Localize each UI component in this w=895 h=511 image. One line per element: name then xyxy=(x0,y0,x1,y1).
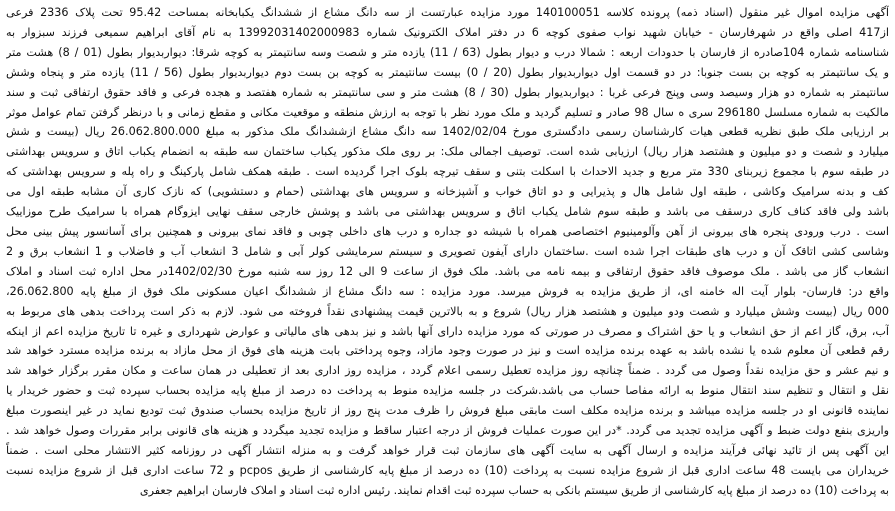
notice-line: خریداران می بایست 48 ساعت اداری قبل از شروع مزایده نسبت به پرداخت (10) ده درصد از مبلغ پایه کارشناسی از طریق pcpos و 72 ساعت اداری قبل از شروع مزایده نسبت xyxy=(6,463,889,477)
notice-line: انشعاب گاز می باشد . ملک موصوف فاقد حقوق ارتفاقی و بیمه نامه می باشد. ملک فوق از ساعت 9 الی 12 روز سه شنبه مورخ 1402/02/30در محل اداره ثبت اسناد و املاک xyxy=(6,264,889,278)
notice-line: شناسنامه شماره 104صادره از فارسان با حدودات اربعه : شمالا درب و دیوار بطول (63 / 11) یازده متر و شصت وسه سانتیمتر به کوچه شرقا: دیواربدیوار بطول (01 / 8) هشت متر xyxy=(6,45,889,59)
notice-line: و یک سانتیمتر به کوچه بن بست جنوبا: در دو قسمت اول دیواربدیوار بطول (20 / 0) بیست سانتیمتر به کوچه بن بست دوم دیواربدیوار بطول (56 / 11) یازده متر و پنجاه وشش xyxy=(6,65,889,79)
notice-line: آب، برق، گاز اعم از حق انشعاب و یا حق اشتراک و مصرف در صورتی که مورد مزایده دارای آنها باشد و نیز بدهی های مالیاتی و عوارض شهرداری و غیره تا تاریخ مزایده اعم از اینکه xyxy=(6,324,889,338)
notice-line: میلیارد و شصت و دو میلیون و هشتصد هزار ریال) ارزیابی شده است. توصیف اجمالی ملک: بر روی ملک مذکور یکباب ساختمان سه طبقه به انضمام یکباب اتاق و سرویس بهداشتی xyxy=(6,145,889,159)
notice-line: است . درب ورودی پنجره های بیرونی از آهن وآلومینیوم اختصاصی همراه با شیشه دو جداره و درب های داخلی چوبی و فاقد نمای بیرونی و همچنین برای آسانسور پیش بینی محل xyxy=(6,224,889,238)
notice-line: واریزی بنفع دولت ضبط و آگهی مزایده تجدید می گردد. *در این صورت عملیات فروش از درجه اعتبار ساقط و مزایده تجدید میگردد و هزینه های قانونی برابر مقررات وصول خواهد شد . xyxy=(6,424,889,438)
notice-line: این آگهی پس از تائید نهائی فرآیند مزایده و ارسال آگهی به سایت آگهی های سازمان ثبت قرار خواهد گرفت و به منزله انتشار آگهی در روزنامه کثیر الانتشار محلی است . ضمناً xyxy=(6,443,889,457)
notice-line: نماینده قانونی او در جلسه مزایده میباشد و برنده مزایده مکلف است مابقی مبلغ فروش را ظرف مدت پنج روز از تاریخ مزایده بحساب صندوق ثبت تودیع نماید در غیر اینصورت مبلغ xyxy=(6,404,889,418)
notice-line: از417 اصلی واقع در شهرفارسان - خیابان شهید نواب صفوی کوچه 6 در دفتر املاک الکترونیک شماره 13992031402000983 به نام آقای ابراهیم سمیعی فرزند سبزوار به xyxy=(6,25,889,39)
notice-line: بر ارزیابی ملک طبق نظریه قطعی هیات کارشناسان رسمی دادگستری مورخ 1402/02/04 سه دانگ مشاع ازششدانگ ملک مذکور به مبلغ 26.062.800.000 ریال (بیست و شش xyxy=(6,125,889,139)
notice-line: وشاسی کشی اتاقک آن و درب های طبقات اجرا شده است .ساختمان دارای آیفون تصویری و سیستم سرمایشی کولر آبی و شامل 3 انشعاب آب و فاضلاب و 1 انشعاب برق و 2 xyxy=(6,244,889,258)
notice-line: به پرداخت (10) ده درصد از مبلغ پایه کارشناسی از طریق سیستم بانکی به حساب سپرده ثبت اقدام نمایند. رئیس اداره ثبت اسناد و املاک فارسان ابراهیم جعفری xyxy=(139,483,889,497)
notice-line: باشد ولی فاقد کناف کاری درسقف می باشد و طبقه سوم شامل یکباب اتاق و سرویس بهداشتی می باشد و پوشش خارجی سقف نهایی ایزوگام همراه با سرامیک طرح موزاییک xyxy=(6,205,889,219)
notice-line: و نیم عشر و حق مزایده نقداً وصول می گردد . ضمناً چنانچه روز مزایده تعطیل رسمی اعلام گردد ، مزایده روز اداری بعد از تعطیلی در همان ساعت و مکان مقرر برگزار خواهد شد xyxy=(6,364,889,378)
notice-line: رقم قطعی آن معلوم شده یا نشده باشد به عهده برنده مزایده است و نیز در صورت وجود مازاد، وجوه پرداختی بابت هزینه های فوق از محل مازاد به برنده مزایده مسترد خواهد شد xyxy=(6,344,889,358)
notice-line: در طبقه سوم با مجموع زیربنای 330 متر مربع و جدید الاحداث با اسکلت بتنی و سقف تیرچه بلوک اجرا گردیده است . طبقه همکف شامل پارکینگ و راه پله و سرویس بهداشتی که xyxy=(6,165,889,179)
notice-line: 000 ریال (بیست وشش میلیارد و شصت ودو میلیون و هشتصد هزار ریال) شروع و به بالاترین قیمت پیشنهادی نقداً فروخته می شود. لازم به ذکر است پرداخت بدهی های مربوط به xyxy=(6,304,889,318)
notice-line: مالکیت به شماره مسلسل 296180 سری ه سال 98 صادر و تسلیم گردید و ملک مورد نظر با توجه به ارزش منطقه و موقعیت مکانی و مقطع زمانی و با درنظر گرفتن تمام عوامل موثر xyxy=(6,105,889,119)
notice-line: سانتیمتر به شماره دو هزار وسیصد وسی وپنج فرعی غربا : دیواربدیوار بطول (30 / 8) هشت متر و سی سانتیمتر به شماره هفتصد و هجده فرعی و فاقد حقوق ارتفاقی ثبت و سند xyxy=(6,85,889,99)
notice-line: واقع در: فارسان- بلوار آیت اله خامنه ای، از طریق مزایده به فروش میرسد. مورد مزایده : سه دانگ مشاع از ششدانگ اعیان مسکونی ملک فوق از مبلغ پایه 26.062.800، xyxy=(6,284,889,298)
notice-line: آگهی مزایده اموال غیر منقول (اسناد ذمه) پرونده کلاسه 140100051 مورد مزایده عبارتست از سه دانگ مشاع از ششدانگ یکبابخانه بمساحت 95.42 تحت پلاک 2336 فرعی xyxy=(6,6,889,19)
notice-line: نقل و انتقال و تنظیم سند انتقال منوط به ارائه مفاصا حساب می باشد.شرکت در جلسه مزایده منوط به پرداخت ده درصد از مبلغ پایه مزایده بحساب سپرده ثبت و حضور خریدار یا xyxy=(6,384,889,398)
notice-line: کف و بدنه سرامیک وکاشی ، طبقه اول شامل هال و پذیرایی و دو اتاق خواب و آشپزخانه و سرویس های بهداشتی (حمام و دستشویی) که نازک کاری آن مشابه طبقه اول می xyxy=(6,185,889,199)
